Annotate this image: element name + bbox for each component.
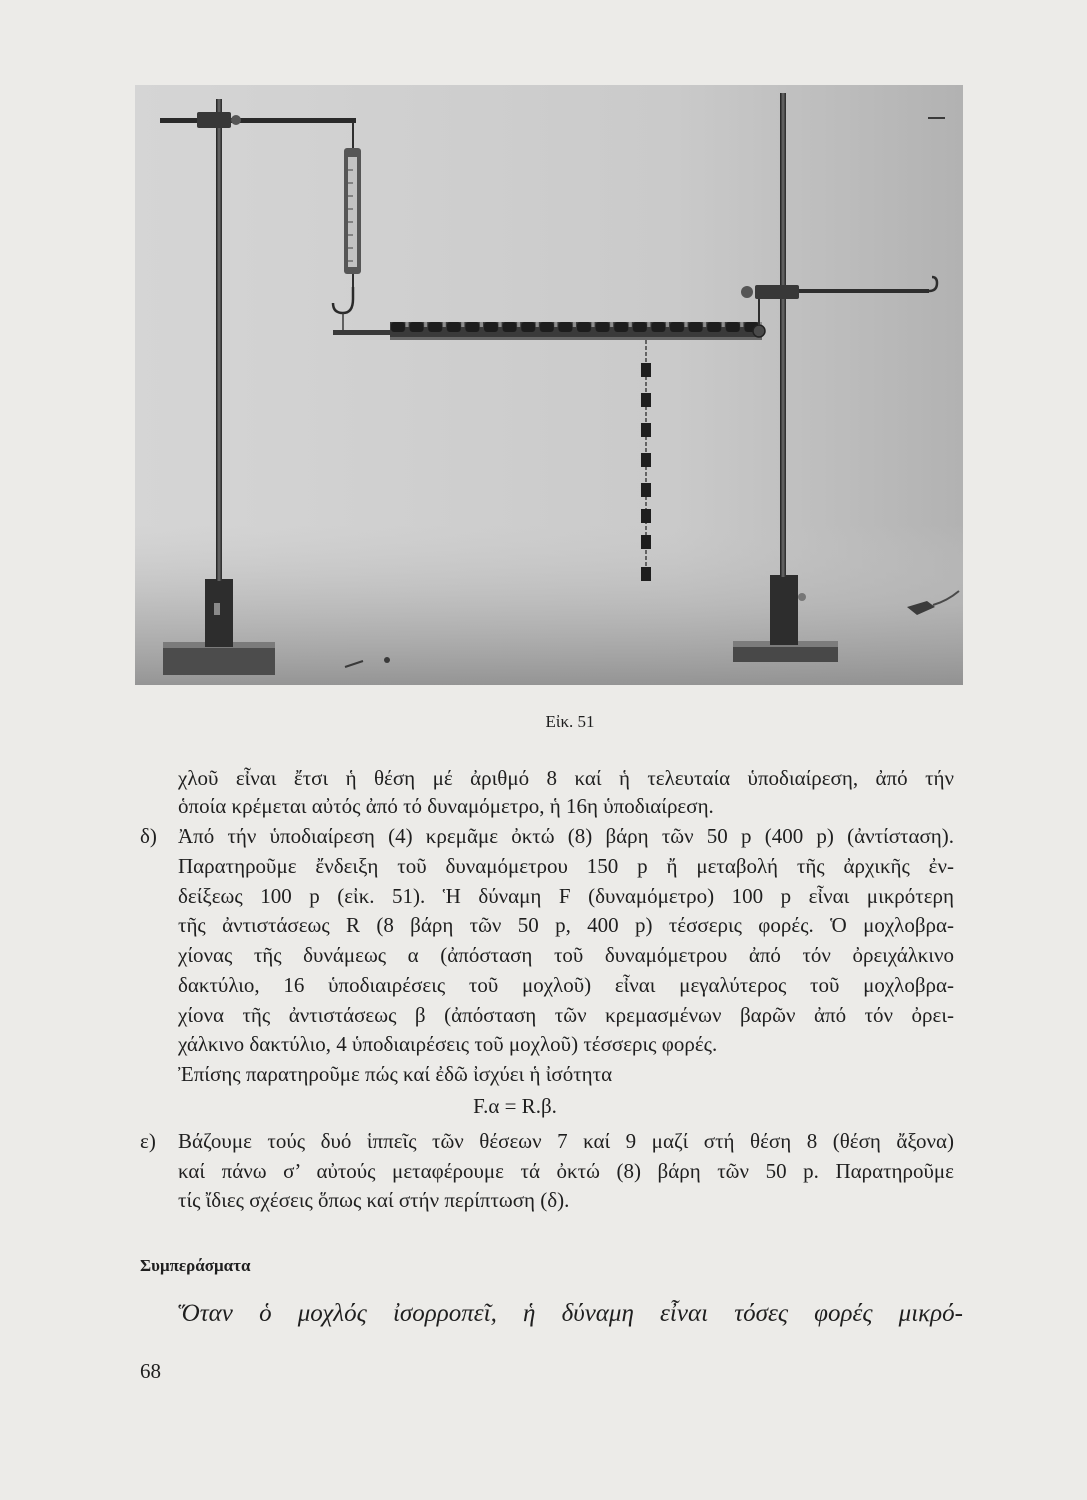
equation: F.α = R.β. (473, 1094, 557, 1118)
lever-lower-edge (390, 337, 762, 340)
page-number: 68 (140, 1359, 161, 1383)
text-line: τῆς ἀντιστάσεως R (8 βάρη τῶν 50 p, 400 p) τέσσερις φορές. Ὁ μοχλοβρα- (178, 913, 954, 937)
left-stand-base-plate (163, 646, 275, 675)
right-stand-base-plate (733, 646, 838, 662)
left-stand-arm (160, 118, 356, 123)
text-line: Ἐπίσης παρατηροῦμε πώς καί ἐδῶ ἰσχύει ἡ ἰσότητα (178, 1062, 613, 1086)
dynamometer-scale (348, 157, 357, 267)
weight (641, 535, 651, 549)
weight (641, 567, 651, 581)
text-line: χλοῦ εἶναι ἔτσι ἡ θέση μέ ἀριθμό 8 καί ἡ τελευταία ὑποδιαίρεση, ἀπό τήν (178, 766, 954, 790)
lever-left-end (333, 330, 393, 335)
section-heading: Συμπεράσματα (140, 1256, 251, 1275)
conclusion-line: Ὅταν ὁ μοχλός ἰσορροπεῖ, ἡ δύναμη εἶναι τόσες φορές μικρό- (178, 1300, 963, 1327)
text-line: Ἀπό τήν ὑποδιαίρεση (4) κρεμᾶμε ὀκτώ (8) βάρη τῶν 50 p (400 p) (ἀντίσταση). (178, 824, 954, 848)
text-line: δείξεως 100 p (εἰκ. 51). Ἡ δύναμη F (δυναμόμετρο) 100 p εἶναι μικρότερη (178, 884, 954, 908)
left-stand-clamp (197, 112, 231, 128)
right-stand-base-block (770, 575, 798, 645)
weight (641, 483, 651, 497)
text-line: Παρατηροῦμε ἔνδειξη τοῦ δυναμόμετρου 150 p ἤ μεταβολή τῆς ἀρχικῆς ἐν- (178, 854, 954, 878)
text-line: χάλκινο δακτύλιο, 4 ὑποδιαιρέσεις τοῦ μοχλοῦ) τέσσερις φορές. (178, 1032, 718, 1056)
right-stand-screw (798, 593, 806, 601)
left-stand-screw (214, 603, 220, 615)
weight (641, 393, 651, 407)
text-line: καί πάνω σ’ αὐτούς μεταφέρουμε τά ὀκτώ (8) βάρη τῶν 50 p. Παρατηροῦμε (178, 1159, 954, 1183)
right-stand-arm (799, 289, 929, 293)
lever (333, 322, 765, 340)
left-stand-rod (216, 99, 222, 581)
weight (641, 423, 651, 437)
right-stand-clamp (755, 285, 799, 299)
text-line: χίονα τῆς ἀντιστάσεως β (ἀπόσταση τῶν κρεμασμένων βαρῶν ἀπό τόν ὀρει- (178, 1003, 954, 1027)
item-label-d: δ) (140, 824, 157, 848)
text-line: ὁποία κρέμεται αὐτός ἀπό τό δυναμόμετρο, ἡ 16η ὑποδιαίρεση. (178, 794, 714, 818)
text-line: χίονας τῆς δυνάμεως α (ἀπόσταση τοῦ δυναμόμετρου ἀπό τόν ὀρειχάλκινο (178, 943, 954, 967)
pin-head (384, 657, 390, 663)
figure-51-photo (135, 85, 963, 685)
text-line: δακτύλιο, 16 ὑποδιαιρέσεις τοῦ μοχλοῦ) εἶναι μεγαλύτερος τοῦ μοχλοβρα- (178, 973, 954, 997)
weight (641, 453, 651, 467)
right-stand-clamp-knob (741, 286, 753, 298)
left-stand-clamp-knob (231, 115, 241, 125)
figure-caption: Εἰκ. 51 (545, 712, 595, 731)
right-stand-rod (780, 93, 786, 577)
weight (641, 509, 651, 523)
item-label-e: ε) (140, 1129, 156, 1153)
hanging-weights (641, 340, 651, 581)
text-line: τίς ἴδιες σχέσεις ὅπως καί στήν περίπτωση (δ). (178, 1188, 570, 1212)
lever-brass-ring (753, 325, 765, 337)
weight (641, 363, 651, 377)
text-line: Βάζουμε τούς δυό ἱππεῖς τῶν θέσεων 7 καί 9 μαζί στή θέση 8 (θέση ἄξονα) (178, 1129, 954, 1153)
